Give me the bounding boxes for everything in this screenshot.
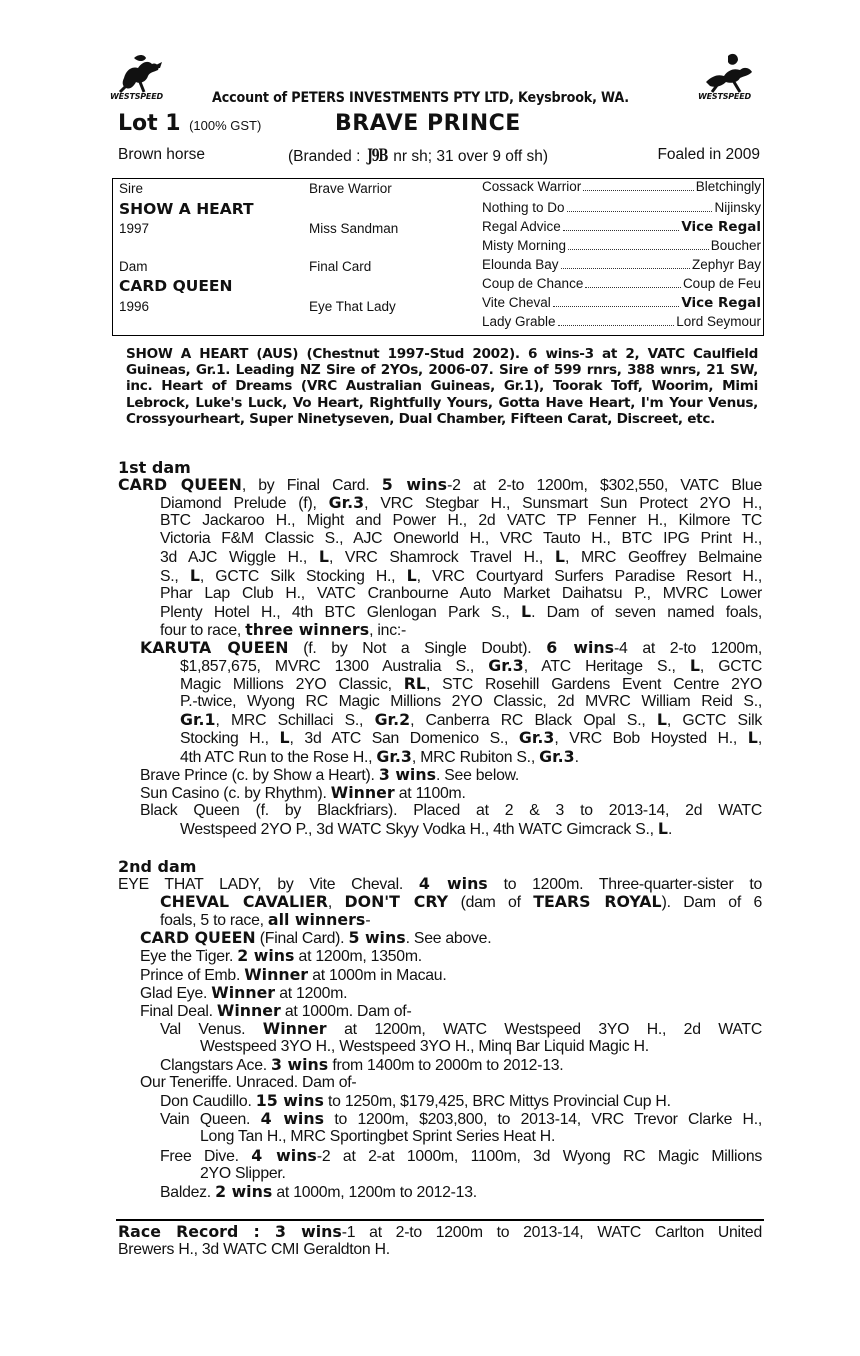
text-line [160,1110,762,1129]
bold-text: Race Record : 3 wins [118,1222,342,1241]
sire-summary [126,346,758,427]
text-segment: , VRC Stegbar H., Sunsmart Sun Protect 2YO H., [364,495,762,513]
bold-text: three winners [245,619,370,639]
text-segment: , by Final Card. [241,477,382,494]
sire-summary-text: SHOW A HEART (AUS) (Chestnut 1997-Stud 2002). 6 wins-3 at 2, VATC Caulfield Guineas, Gr.1. Leading NZ Sire of 2YOs, 2006-07. Sire of 599 rnrs, 388 wnrs, 21 SW, inc. Heart of Dreams (VRC Australian Guineas, Gr.1), Toorak Toff, Woorim, Mimi Lebrock, Luke's Luck, Vo Heart, Rightfully Yours, Gotta Have Heart, I'm Your Venus, Crossyourheart, Super Ninetyseven, Dual Chamber, Fifteen Carat, Discreet, etc. [126,346,758,427]
sire-sire: Brave Warrior [309,181,392,196]
bold-text: CARD QUEEN [118,475,242,494]
dot-leader [567,211,713,212]
bold-text: L [406,565,417,585]
ancestor-name: Misty Morning [482,238,567,253]
dam-year: 1996 [119,299,150,314]
ancestor-name: Elounda Bay [482,257,559,272]
text-segment: at 1200m, 1350m. [294,948,422,966]
pedigree-ancestor-row [482,238,761,253]
ancestor-sire: Nijinsky [714,200,761,215]
text-segment: Sun Casino (c. by Rhythm). [140,784,331,802]
text-segment: Victoria F&M Classic S., AJC Oneworld H., VRC Tauto H., BTC IPG Print H., [160,530,762,548]
text-segment: (f. by Not a Single Doubt). [288,639,547,657]
ancestor-sire: Boucher [710,238,761,253]
text-segment: BTC Jackaroo H., Might and Power H., 2d VATC TP Fenner H., Kilmore TC [160,512,762,530]
text-segment: , VRC Shamrock Travel H., [328,549,555,567]
text-segment: Black Queen (f. by Blackfriars). Placed at 2 & 3 to 2013-14, 2d WATC [140,801,762,819]
westspeed-logo-right [698,48,758,106]
first-dam-heading: 1st dam [118,458,191,477]
text-line [200,1038,649,1056]
bold-text: 2 wins [215,1181,273,1201]
text-line [200,1165,286,1183]
text-line [140,1074,356,1092]
bold-text: Gr.3 [539,746,575,766]
text-segment: , inc:- [369,621,406,639]
dam-sire: Final Card [309,259,372,274]
text-line [140,784,466,803]
bold-text: Gr.2 [374,710,411,730]
text-segment: , MRC Geoffrey Belmaine [564,549,762,567]
text-segment: , MRC Schillaci S., [215,712,375,730]
text-segment: P.-twice, Wyong RC Magic Millions 2YO Classic, 2d MVRC William Reid S., [180,693,762,711]
dot-leader [585,287,681,288]
text-segment: Baldez. [160,1183,216,1201]
bold-text: TEARS ROYAL [533,892,662,912]
text-line [160,1020,762,1039]
text-segment: Diamond Prelude (f), [160,495,329,513]
text-segment: Our Teneriffe. Unraced. Dam of- [140,1074,357,1092]
bold-text: L [318,547,329,567]
text-line [160,494,762,513]
text-segment: at 1000m, 1200m to 2012-13. [272,1183,477,1201]
text-segment: -2 at 2-at 1000m, 1100m, 3d Wyong RC Magic Millions [316,1147,762,1165]
ancestor-sire: Bletchingly [695,179,761,194]
bold-text: Gr.3 [376,746,412,766]
bold-text: CHEVAL CAVALIER [160,892,328,912]
text-line [160,1092,671,1111]
text-segment: 2YO Slipper. [200,1164,286,1182]
pedigree-table [112,178,764,336]
pedigree-ancestor-row [482,276,761,291]
text-segment: to 1200m, $203,800, to 2013-14, VRC Trevor Clarke H., [324,1111,762,1129]
text-segment: . See below. [435,766,520,784]
dot-leader [563,230,680,231]
bold-text: L [656,710,667,730]
text-segment: , [327,894,345,912]
text-segment: , 3d ATC San Domenico S., [289,730,519,748]
text-line [140,639,762,658]
text-segment: $1,857,675, MVRC 1300 Australia S., [180,658,489,675]
text-segment: Vain Queen. [160,1111,261,1129]
text-segment: ). Dam of 6 [661,894,762,912]
text-segment: , MRC Rubiton S., [411,748,540,766]
text-line [160,530,762,548]
dot-leader [561,268,690,269]
bold-text: 3 wins [378,764,436,784]
bold-text: KARUTA QUEEN [140,637,289,657]
bold-text: RL [403,674,426,694]
text-segment: , GCTC Silk Stocking H., [199,567,407,585]
bold-text: 5 wins [381,475,448,494]
text-segment: at 1000m in Macau. [308,966,447,984]
text-segment: Prince of Emb. [140,966,245,984]
logo-wordmark: WESTSPEED [110,92,163,101]
text-segment: Don Caudillo. [160,1093,256,1111]
text-segment: Plenty Hotel H., 4th BTC Glenlogan Park S., [160,603,521,621]
ancestor-name: Lady Grable [482,314,556,329]
vendor-account: Account of PETERS INVESTMENTS PTY LTD, Keysbrook, WA. [212,90,629,106]
bold-text: 4 wins [260,1109,324,1129]
text-segment: Magic Millions 2YO Classic, [180,676,404,694]
pedigree-ancestor-row [482,314,761,329]
text-line [180,711,762,730]
bold-text: Winner [211,982,276,1002]
divider-rule [116,1219,764,1221]
text-segment: Clangstars Ace. [160,1057,272,1074]
brand-mark: J9B [366,146,387,166]
bold-text: 4 wins [418,874,488,893]
text-line [180,820,672,839]
text-segment: Val Venus. [160,1020,263,1038]
text-segment: (dam of [448,894,534,912]
text-segment: Eye the Tiger. [140,948,238,966]
text-line [180,657,762,676]
bold-text: CARD QUEEN [140,928,256,948]
logo-wordmark: WESTSPEED [698,92,751,101]
text-segment: , ATC Heritage S., [523,658,690,675]
text-segment: . [668,820,673,838]
text-line [180,729,762,748]
bold-text: L [554,547,565,567]
bold-text: L [189,565,200,585]
bold-text: Winner [330,782,395,802]
text-segment: Westspeed 2YO P., 3d WATC Skyy Vodka H., 4th WATC Gimcrack S., [180,820,658,838]
dot-leader [583,190,693,191]
text-line [160,585,762,603]
ancestor-name: Nothing to Do [482,200,565,215]
gst-note: (100% GST) [189,118,262,133]
bold-text: 4 wins [251,1145,317,1165]
sire-label: Sire [119,181,144,196]
sire-year: 1997 [119,221,150,236]
text-segment: 3d AJC Wiggle H., [160,549,319,567]
text-line [160,1183,477,1202]
text-line [140,766,519,785]
text-segment: at 1100m. [394,784,466,802]
pedigree-ancestor-row [482,219,761,235]
bold-text: L [657,818,668,838]
bold-text: 15 wins [255,1091,324,1111]
bold-text: 5 wins [348,928,406,948]
text-segment: Free Dive. [160,1147,252,1165]
text-segment: , VRC Bob Hoysted H., [554,730,748,748]
text-line [118,1223,762,1242]
text-segment: four to race, [160,621,246,639]
text-segment: , VRC Courtyard Surfers Paradise Resort H., [416,567,762,585]
ancestor-name: Cossack Warrior [482,179,582,194]
foaled-year: Foaled in 2009 [657,146,760,163]
ancestor-sire: Vice Regal [681,295,761,311]
text-segment: . Dam of seven named foals, [531,603,762,621]
colour-sex: Brown horse [118,146,206,163]
text-segment: 4th ATC Run to the Rose H., [180,748,377,766]
bold-text: Gr.3 [518,728,555,748]
text-segment: . [574,748,579,766]
dam-dam: Eye That Lady [309,299,396,314]
text-segment: , GCTC Silk [666,712,762,730]
ancestor-sire: Vice Regal [681,219,761,235]
ancestor-name: Coup de Chance [482,276,584,291]
text-segment: to 1250m, $179,425, BRC Mittys Provincial Cup H. [323,1093,671,1111]
ancestor-sire: Zephyr Bay [691,257,761,272]
bold-text: Winner [216,1000,281,1020]
text-segment: , STC Rosehill Gardens Event Centre 2YO [426,676,762,694]
dot-leader [558,325,675,326]
pedigree-ancestor-row [482,295,761,311]
text-line [180,693,762,711]
text-line [118,1241,390,1259]
bold-text: Gr.3 [488,656,524,675]
bold-text: DON'T CRY [344,892,449,912]
text-segment: - [365,912,371,930]
dot-leader [568,249,709,250]
sire-name: SHOW A HEART [119,200,254,218]
horse-jockey-icon [110,48,170,94]
bold-text: 6 wins [546,637,615,657]
westspeed-logo-left [110,48,170,106]
ancestor-sire: Lord Seymour [676,314,761,329]
second-dam-heading: 2nd dam [118,857,197,876]
text-line [180,675,762,694]
ancestor-name: Regal Advice [482,219,561,234]
text-segment: , GCTC [699,658,762,675]
pedigree-ancestor-row [482,179,761,194]
text-line [140,929,491,948]
dam-name: CARD QUEEN [119,277,233,295]
text-line [160,893,762,912]
ancestor-sire: Coup de Feu [682,276,761,291]
brand-info: (Branded : J9B nr sh; 31 over 9 off sh) [288,146,549,166]
dam-label: Dam [119,259,148,274]
text-line [140,966,446,985]
text-segment: Brewers H., 3d WATC CMI Geraldton H. [118,1241,390,1258]
text-line [200,1128,555,1146]
text-segment: (Final Card). [255,930,349,948]
text-line [160,548,762,567]
text-segment: . See above. [405,930,492,948]
text-segment: foals, 5 to race, [160,912,268,930]
text-segment: -4 at 2-to 1200m, [614,639,762,657]
text-segment: Westspeed 3YO H., Westspeed 3YO H., Minq Bar Liquid Magic H. [200,1037,649,1055]
text-segment: -2 at 2-to 1200m, $302,550, VATC Blue [447,477,763,494]
text-segment: Brave Prince (c. by Show a Heart). [140,766,379,784]
bold-text: all winners [267,910,366,930]
ancestor-name: Vite Cheval [482,295,551,310]
text-line [160,1147,762,1166]
bold-text: 3 wins [271,1055,329,1074]
text-segment: at 1200m. [275,984,348,1002]
text-segment: from 1400m to 2000m to 2012-13. [328,1057,564,1074]
text-segment: Final Deal. [140,1002,217,1020]
bold-text: L [279,728,290,748]
text-line [118,476,762,495]
text-segment: Glad Eye. [140,984,212,1002]
text-segment: , Canberra RC Black Opal S., [410,712,657,730]
text-line [160,1056,563,1075]
text-segment: S., [160,567,190,585]
bold-text: L [747,728,758,748]
pedigree-ancestor-row [482,257,761,272]
text-segment: Stocking H., [180,730,280,748]
bold-text: Winner [262,1018,327,1038]
text-segment: to 1200m. Three-quarter-sister to [487,876,762,893]
horse-name: BRAVE PRINCE [335,111,521,136]
text-line [160,567,762,586]
text-segment: , [757,730,762,748]
pedigree-ancestor-row [482,200,761,215]
text-segment: Phar Lap Club H., VATC Cranbourne Auto Market Daihatsu P., MVRC Lower [160,584,762,602]
lot-number [118,111,261,136]
bold-text: Gr.3 [328,493,365,513]
text-line [160,512,762,530]
bold-text: L [521,601,532,621]
text-line [140,802,762,820]
bold-text: 2 wins [237,946,295,966]
text-segment: -1 at 2-to 1200m to 2013-14, WATC Carlton United [341,1224,762,1241]
bold-text: Gr.1 [180,710,216,730]
bold-text: L [689,656,700,675]
sire-dam: Miss Sandman [309,221,399,236]
bold-text: Winner [244,964,309,984]
text-segment: at 1200m, WATC Westspeed 3YO H., 2d WATC [326,1020,762,1038]
text-segment: EYE THAT LADY, by Vite Cheval. [118,876,419,893]
dot-leader [553,306,680,307]
horse-jockey-icon [698,48,758,94]
lot-label: Lot 1 [118,111,181,136]
text-segment: at 1000m. Dam of- [280,1002,412,1020]
text-segment: Long Tan H., MRC Sportingbet Sprint Series Heat H. [200,1128,556,1146]
